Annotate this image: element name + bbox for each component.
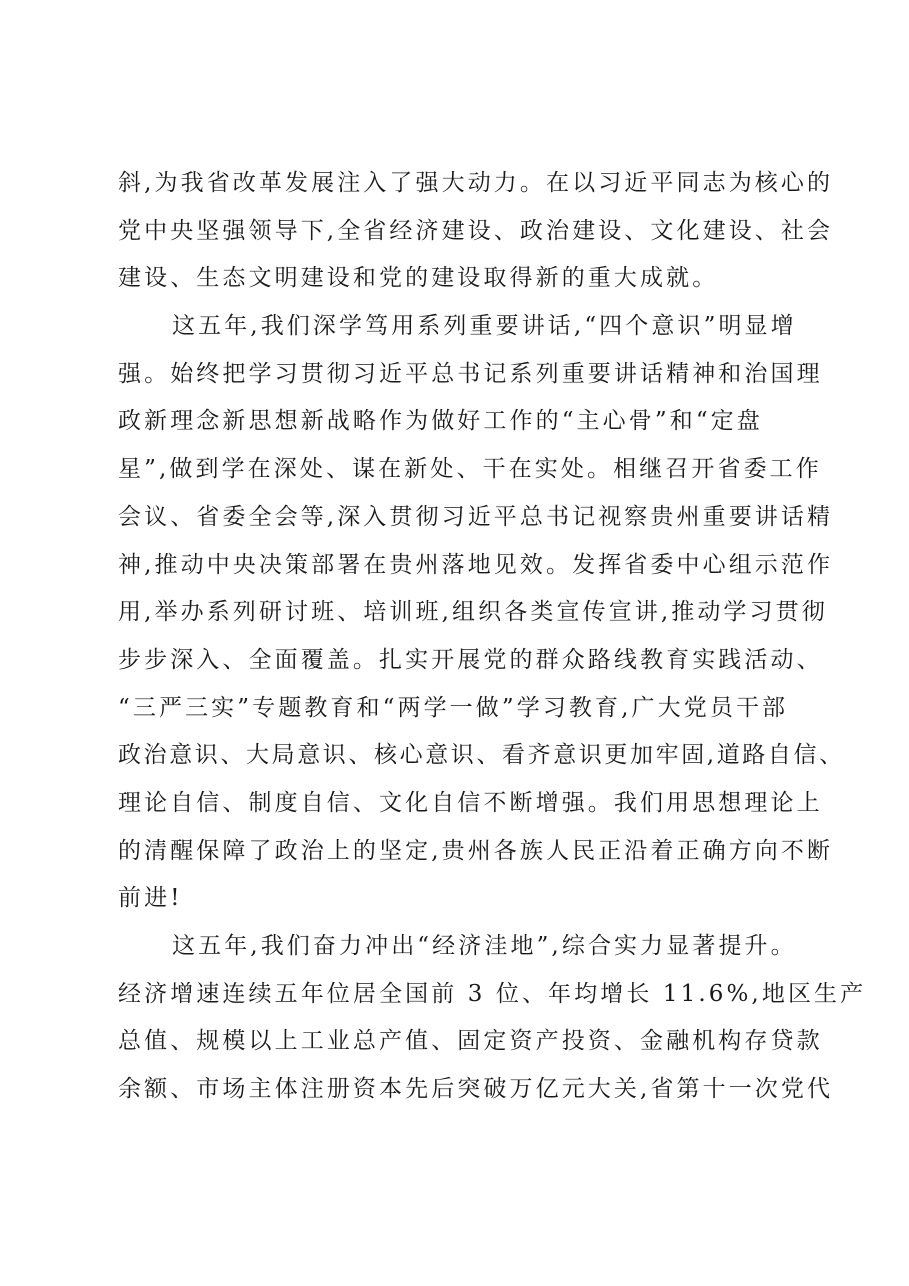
text-line: 用,举办系列研讨班、培训班,组织各类宣传宣讲,推动学习贯彻: [118, 599, 828, 626]
text-line: 的清醒保障了政治上的坚定,贵州各族人民正沿着正确方向不断: [118, 837, 834, 864]
text-line: 斜,为我省改革发展注入了强大动力。在以习近平同志为核心的: [118, 170, 834, 196]
body-text: [118, 160, 867, 1114]
text-line: 强。始终把学习贯彻习近平总书记系列重要讲话精神和治国理: [118, 360, 823, 387]
text-line: 党中央坚强领导下,全省经济建设、政治建设、文化建设、社会: [118, 217, 834, 244]
text-line: 经济增速连续五年位居全国前 3 位、年均增长 11.6%,地区生产: [118, 980, 867, 1007]
text-line: 余额、市场主体注册资本先后突破万亿元大关,省第十一次党代: [118, 1076, 834, 1103]
text-line: 政治意识、大局意识、核心意识、看齐意识更加牢固,道路自信、: [118, 742, 845, 769]
text-line: 政新理念新思想新战略作为做好工作的“主心骨”和“定盘: [118, 408, 763, 435]
text-line: 神,推动中央决策部署在贵州落地见效。发挥省委中心组示范作: [118, 551, 834, 578]
text-line: 前进!: [118, 885, 183, 912]
paragraph-first-line: 这五年,我们深学笃用系列重要讲话,“四个意识”明显增: [172, 313, 797, 340]
text-line: 会议、省委全会等,深入贯彻习近平总书记视察贵州重要讲话精: [118, 503, 834, 530]
text-line: 建设、生态文明建设和党的建设取得新的重大成就。: [118, 265, 719, 292]
text-line: “三严三实”专题教育和“两学一做”学习教育,广大党员干部: [118, 694, 789, 721]
text-line: 步步深入、全面覆盖。扎实开展党的群众路线教育实践活动、: [118, 646, 823, 673]
paragraph-first-line: 这五年,我们奋力冲出“经济洼地”,综合实力显著提升。: [172, 933, 797, 959]
text-line: 总值、规模以上工业总产值、固定资产投资、金融机构存贷款: [118, 1028, 823, 1055]
text-line: 理论自信、制度自信、文化自信不断增强。我们用思想理论上: [118, 789, 823, 816]
text-line: 星”,做到学在深处、谋在新处、干在实处。相继召开省委工作: [118, 456, 822, 483]
